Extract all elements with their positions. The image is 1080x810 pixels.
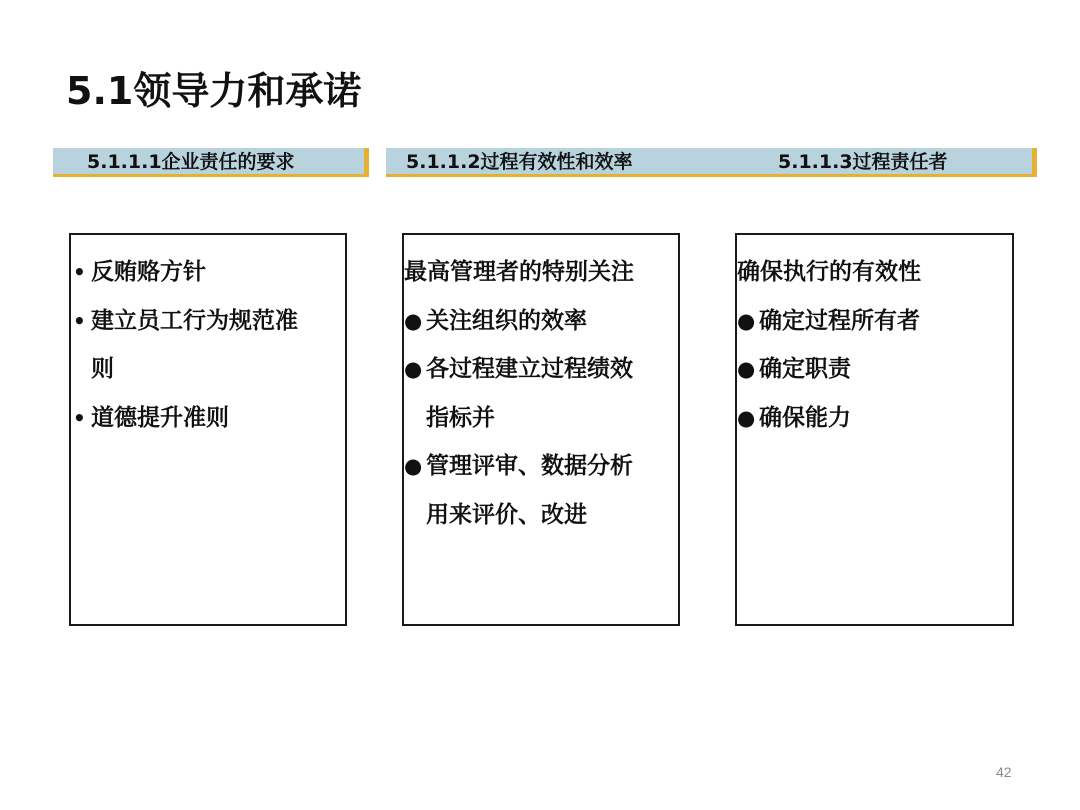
- bullet-marker: •: [73, 260, 86, 284]
- list-item: ● 各过程建立过程绩效: [404, 345, 678, 394]
- list-item: ● 关注组织的效率: [404, 297, 678, 346]
- bullet-marker: ●: [737, 405, 756, 430]
- bullet-marker: •: [73, 308, 86, 333]
- section-band-right: [386, 148, 1037, 177]
- band-label-enterprise-responsibility: 5.1.1.1企业责任的要求: [87, 151, 295, 173]
- list-item: • 反贿赂方针: [71, 248, 345, 297]
- slide-title: 5.1领导力和承诺: [66, 69, 362, 113]
- section-band-left: [53, 148, 369, 177]
- list-item: ● 确定职责: [737, 345, 1012, 394]
- band-label-process-owner: 5.1.1.3过程责任者: [778, 151, 948, 173]
- bullet-marker: ●: [404, 357, 423, 381]
- list-item-continuation: 指标并: [426, 404, 495, 431]
- bullet-marker: ●: [737, 308, 756, 333]
- list-item: ● 管理评审、数据分析: [404, 442, 678, 491]
- box-heading: 最高管理者的特别关注: [404, 259, 634, 285]
- bullet-list: [71, 248, 345, 442]
- bullet-marker: ●: [404, 308, 423, 333]
- list-item-continuation: 用来评价、改进: [426, 501, 587, 528]
- list-item: ● 确定过程所有者: [737, 297, 1012, 346]
- bullet-list: [404, 248, 678, 539]
- bullet-marker: ●: [737, 357, 756, 381]
- box-heading: 确保执行的有效性: [737, 259, 921, 285]
- list-item-continuation: 则: [91, 356, 114, 382]
- band-label-process-effectiveness: 5.1.1.2过程有效性和效率: [406, 151, 633, 173]
- page-number: 42: [996, 764, 1012, 780]
- list-item: • 道德提升准则: [71, 394, 345, 443]
- bullet-list: [737, 248, 1012, 442]
- content-box-right: [735, 233, 1014, 626]
- bullet-marker: •: [73, 405, 86, 430]
- bullet-marker: ●: [404, 454, 423, 478]
- content-box-middle: [402, 233, 680, 626]
- list-item: ● 确保能力: [737, 394, 1012, 443]
- list-item: • 建立员工行为规范准: [71, 297, 345, 346]
- content-box-left: [69, 233, 347, 626]
